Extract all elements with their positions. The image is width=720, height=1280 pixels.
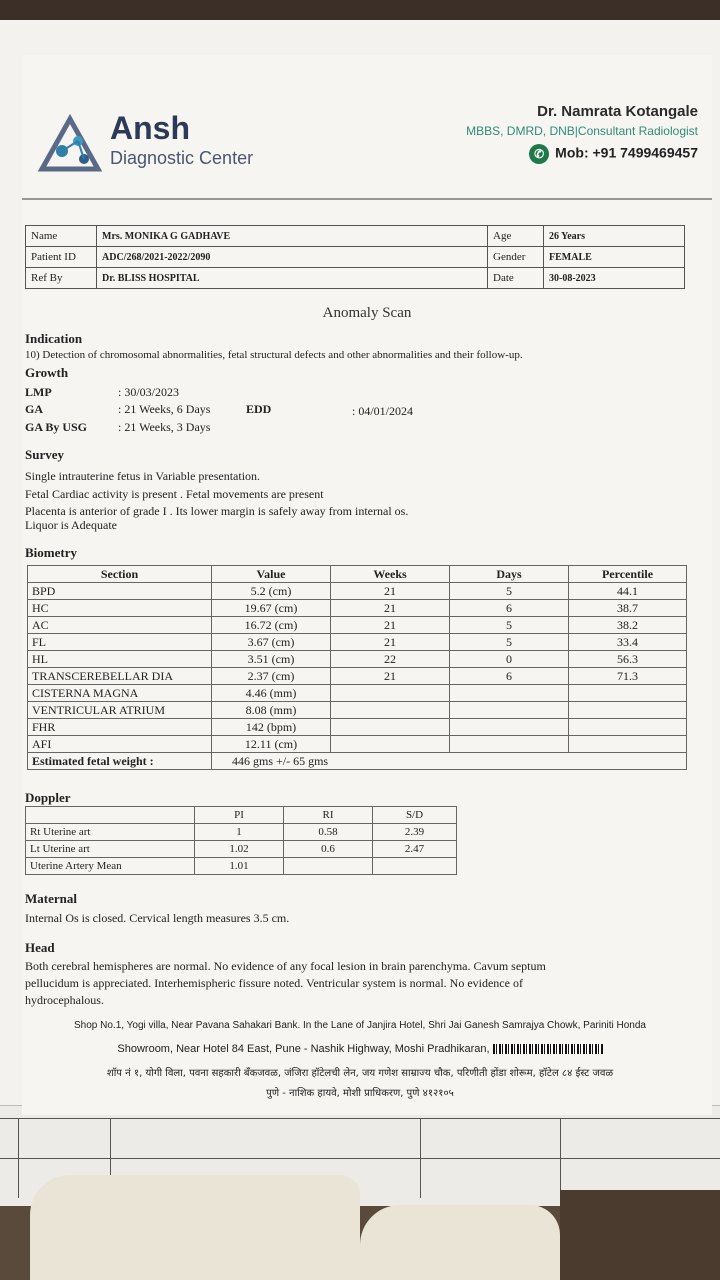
patient-id-label: Patient ID	[26, 247, 97, 268]
edd-label: EDD	[246, 402, 272, 416]
table-row	[28, 753, 687, 770]
cell	[569, 719, 687, 736]
ref-by: Dr. BLISS HOSPITAL	[97, 268, 488, 289]
cell: 21	[331, 668, 450, 685]
cell: 3.67 (cm)	[212, 634, 331, 651]
cell	[569, 702, 687, 719]
cell: 8.08 (mm)	[212, 702, 331, 719]
footer-address-line: Shop No.1, Yogi villa, Near Pavana Sahakari Bank. In the Lane of Janjira Hotel, Shri Jai Ganesh Samrajya Chowk, Pariniti Honda	[74, 1020, 646, 1031]
lmp-value: : 30/03/2023	[118, 385, 180, 399]
survey-line: Single intrauterine fetus in Variable presentation.	[25, 469, 261, 483]
cell: 2.47	[373, 841, 457, 858]
cell: 1.01	[195, 858, 284, 875]
cell: 38.2	[569, 617, 687, 634]
biometry-heading: Biometry	[25, 545, 77, 560]
head-heading: Head	[25, 940, 55, 955]
table-row	[28, 736, 687, 753]
cell: 71.3	[569, 668, 687, 685]
cell: HC	[28, 600, 212, 617]
cell: 44.1	[569, 583, 687, 600]
cell: 12.11 (cm)	[212, 736, 331, 753]
head-line: Both cerebral hemispheres are normal. No evidence of any focal lesion in brain parenchyma. Cavum septum	[25, 959, 546, 973]
brand-subtitle: Diagnostic Center	[110, 148, 254, 168]
cell: FHR	[28, 719, 212, 736]
cell: 21	[331, 583, 450, 600]
biometry-table	[27, 565, 687, 770]
column-header: Section	[28, 566, 212, 583]
cell: AC	[28, 617, 212, 634]
cell: 33.4	[569, 634, 687, 651]
cell: 2.37 (cm)	[212, 668, 331, 685]
cell	[331, 685, 450, 702]
cell: AFI	[28, 736, 212, 753]
column-header	[26, 807, 195, 824]
cell: 38.7	[569, 600, 687, 617]
footer-address-text: Showroom, Near Hotel 84 East, Pune - Nashik Highway, Moshi Pradhikaran,	[117, 1043, 490, 1055]
survey-heading: Survey	[25, 447, 64, 462]
survey-line: Liquor is Adequate	[25, 518, 117, 532]
cell: 5	[450, 617, 569, 634]
cell	[569, 736, 687, 753]
doctor-block	[466, 103, 698, 164]
indication-text: 10) Detection of chromosomal abnormalities, fetal structural defects and other abnormalities and their follow-up.	[25, 349, 523, 361]
cell: VENTRICULAR ATRIUM	[28, 702, 212, 719]
name-label: Name	[26, 226, 97, 247]
cell: 0.58	[284, 824, 373, 841]
doppler-heading: Doppler	[25, 790, 71, 805]
column-header: Percentile	[569, 566, 687, 583]
table-header-row	[28, 566, 687, 583]
doppler-table	[25, 806, 457, 875]
cell: 1.02	[195, 841, 284, 858]
maternal-heading: Maternal	[25, 891, 77, 906]
cell	[373, 858, 457, 875]
cell: FL	[28, 634, 212, 651]
cell	[569, 685, 687, 702]
cell: 2.39	[373, 824, 457, 841]
edd-value: : 04/01/2024	[352, 404, 414, 418]
age-label: Age	[488, 226, 544, 247]
cell: 21	[331, 617, 450, 634]
footer-address-line2	[0, 1043, 720, 1055]
table-row	[28, 600, 687, 617]
cell: 16.72 (cm)	[212, 617, 331, 634]
head-line: pellucidum is appreciated. Interhemispheric fissure noted. Ventricular system is normal. No evidence of	[25, 976, 523, 990]
cell: TRANSCEREBELLAR DIA	[28, 668, 212, 685]
cell: 22	[331, 651, 450, 668]
table-row	[26, 841, 457, 858]
cell	[284, 858, 373, 875]
header-divider	[22, 198, 712, 200]
head-line: hydrocephalous.	[25, 993, 104, 1007]
cell: 5	[450, 634, 569, 651]
patient-id: ADC/268/2021-2022/2090	[97, 247, 488, 268]
barcode-icon	[493, 1044, 603, 1054]
column-header: PI	[195, 807, 284, 824]
cell	[450, 719, 569, 736]
cell: 21	[331, 600, 450, 617]
mobile-number: Mob: +91 7499469457	[555, 144, 698, 161]
table-row	[28, 719, 687, 736]
cell	[450, 736, 569, 753]
ansh-logo-icon	[34, 107, 114, 177]
table-header-row	[26, 807, 457, 824]
table-row	[28, 702, 687, 719]
indication-heading: Indication	[25, 331, 83, 346]
table-row	[28, 617, 687, 634]
lmp-label: LMP	[25, 385, 52, 399]
ga-value: : 21 Weeks, 6 Days	[118, 402, 211, 416]
report-title: Anomaly Scan	[322, 305, 412, 321]
table-row	[26, 858, 457, 875]
cell: 3.51 (cm)	[212, 651, 331, 668]
table-row	[28, 634, 687, 651]
footer-marathi-line: शॉप नं १, योगी विला, पवना सहकारी बँकजवळ, जंजिरा हॉटेलची लेन, जय गणेश साम्राज्य चौक, परिणीती होंडा शोरूम, हॉटेल ८४ ईस्ट जवळ	[106, 1068, 614, 1079]
cell: HL	[28, 651, 212, 668]
table-row	[26, 824, 457, 841]
cell	[331, 702, 450, 719]
patient-info-table	[25, 225, 685, 289]
gender-label: Gender	[488, 247, 544, 268]
table-row	[26, 226, 685, 247]
efw-label: Estimated fetal weight :	[28, 753, 212, 770]
cell: 1	[195, 824, 284, 841]
footer-marathi-line: पुणे - नाशिक हायवे, मोशी प्राधिकरण, पुणे ४१२१०५	[266, 1088, 454, 1099]
cell: 19.67 (cm)	[212, 600, 331, 617]
cell: BPD	[28, 583, 212, 600]
table-row	[28, 685, 687, 702]
cell: Uterine Artery Mean	[26, 858, 195, 875]
cell: Rt Uterine art	[26, 824, 195, 841]
cell: 0.6	[284, 841, 373, 858]
doctor-qualification: MBBS, DMRD, DNB|Consultant Radiologist	[466, 124, 698, 138]
column-header: S/D	[373, 807, 457, 824]
patient-name: Mrs. MONIKA G GADHAVE	[97, 226, 488, 247]
phone-icon: ✆	[529, 144, 549, 164]
report-date: 30-08-2023	[544, 268, 685, 289]
cell	[450, 685, 569, 702]
maternal-text: Internal Os is closed. Cervical length measures 3.5 cm.	[25, 911, 290, 925]
cell: Lt Uterine art	[26, 841, 195, 858]
ref-by-label: Ref By	[26, 268, 97, 289]
table-row	[28, 651, 687, 668]
patient-gender: FEMALE	[544, 247, 685, 268]
ga-by-usg-value: : 21 Weeks, 3 Days	[118, 420, 211, 434]
cell: 56.3	[569, 651, 687, 668]
cell: 142 (bpm)	[212, 719, 331, 736]
cloth	[30, 1175, 360, 1280]
report-sheet	[22, 55, 712, 1115]
cell	[331, 736, 450, 753]
cell	[450, 702, 569, 719]
column-header: RI	[284, 807, 373, 824]
cloth	[360, 1205, 560, 1280]
table-row	[28, 668, 687, 685]
table-row	[26, 268, 685, 289]
cell: 5.2 (cm)	[212, 583, 331, 600]
table-row	[28, 583, 687, 600]
cell: 0	[450, 651, 569, 668]
ga-by-usg-label: GA By USG	[25, 420, 88, 434]
column-header: Days	[450, 566, 569, 583]
column-header: Value	[212, 566, 331, 583]
mobile-line	[466, 144, 698, 164]
ga-label: GA	[25, 402, 43, 416]
survey-line: Fetal Cardiac activity is present . Fetal movements are present	[25, 487, 324, 501]
cell: 6	[450, 668, 569, 685]
growth-heading: Growth	[25, 365, 69, 380]
cell: 6	[450, 600, 569, 617]
efw-value: 446 gms +/- 65 gms	[212, 753, 687, 770]
cell: CISTERNA MAGNA	[28, 685, 212, 702]
column-header: Weeks	[331, 566, 450, 583]
patient-age: 26 Years	[544, 226, 685, 247]
doctor-name: Dr. Namrata Kotangale	[537, 103, 698, 120]
cell: 5	[450, 583, 569, 600]
date-label: Date	[488, 268, 544, 289]
cell: 21	[331, 634, 450, 651]
cell: 4.46 (mm)	[212, 685, 331, 702]
table-row	[26, 247, 685, 268]
cell	[331, 719, 450, 736]
floor-shadow	[560, 1190, 720, 1280]
survey-line: Placenta is anterior of grade I . Its lower margin is safely away from internal os.	[25, 504, 409, 518]
brand-name: Ansh	[110, 110, 190, 146]
